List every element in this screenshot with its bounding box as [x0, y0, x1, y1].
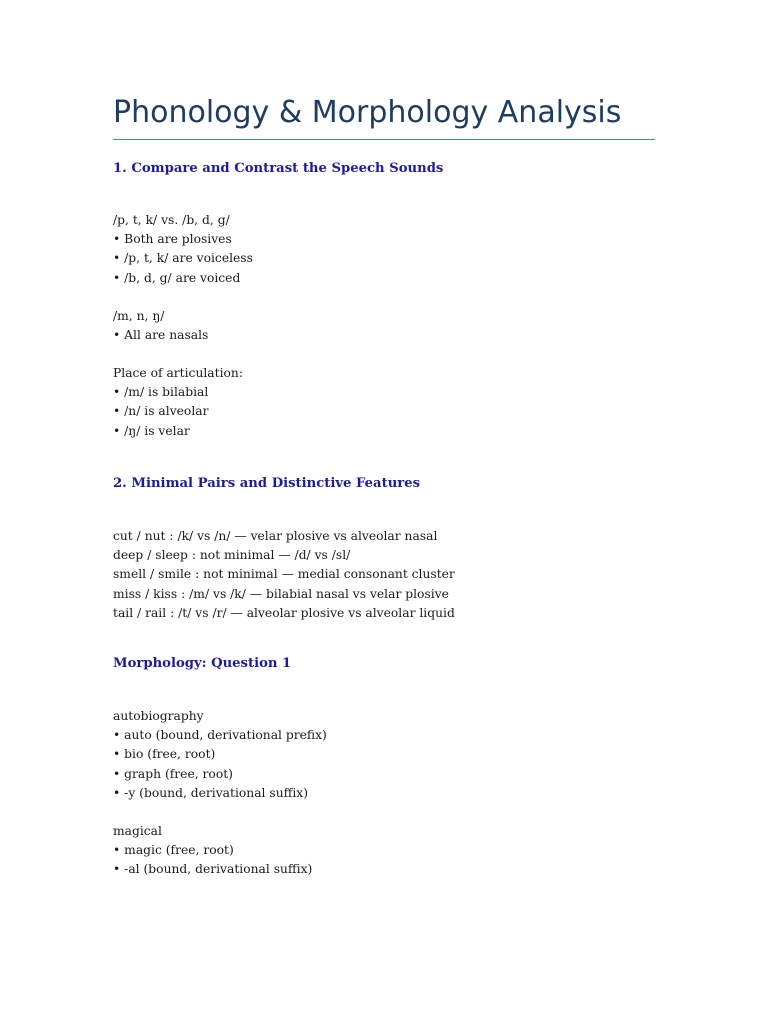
list-item: • /n/ is alveolar	[113, 404, 209, 419]
list-item: cut / nut : /k/ vs /n/ — velar plosive vs alveolar nasal	[113, 529, 438, 543]
list-item: • /ŋ/ is velar	[113, 423, 190, 438]
magical-group	[113, 822, 658, 880]
list-item: • Both are plosives	[113, 232, 232, 247]
list-item: • /p, t, k/ are voiceless	[113, 251, 253, 266]
section-heading-morphology: Morphology: Question 1	[113, 656, 292, 671]
section-heading-minimal-pairs: 2. Minimal Pairs and Distinctive Features	[113, 476, 421, 491]
plosives-group	[113, 211, 658, 288]
text-line: magical	[113, 824, 162, 838]
list-item: • graph (free, root)	[113, 766, 233, 781]
list-item: • All are nasals	[113, 328, 209, 343]
minimal-pairs-list	[113, 527, 658, 623]
list-item: • -y (bound, derivational suffix)	[113, 785, 309, 800]
text-line: /p, t, k/ vs. /b, d, g/	[113, 213, 230, 227]
autobiography-group	[113, 707, 658, 803]
nasals-group	[113, 307, 658, 345]
title-underline-rule	[113, 139, 655, 140]
list-item: • /m/ is bilabial	[113, 385, 209, 400]
text-line: /m, n, ŋ/	[113, 309, 165, 323]
list-item: • -al (bound, derivational suffix)	[113, 862, 313, 877]
list-item: deep / sleep : not minimal — /d/ vs /sl/	[113, 548, 351, 563]
list-item: miss / kiss : /m/ vs /k/ — bilabial nasal vs velar plosive	[113, 586, 449, 601]
text-line: autobiography	[113, 709, 204, 723]
list-item: • auto (bound, derivational prefix)	[113, 728, 327, 743]
section-heading-speech-sounds: 1. Compare and Contrast the Speech Sounds	[113, 161, 444, 176]
list-item: • bio (free, root)	[113, 747, 216, 762]
place-of-articulation-group	[113, 364, 658, 441]
list-item: smell / smile : not minimal — medial consonant cluster	[113, 567, 455, 582]
document-title: Phonology & Morphology Analysis	[113, 95, 622, 130]
list-item: tail / rail : /t/ vs /r/ — alveolar plosive vs alveolar liquid	[113, 605, 455, 620]
list-item: • /b, d, g/ are voiced	[113, 270, 241, 285]
text-line: Place of articulation:	[113, 366, 243, 380]
list-item: • magic (free, root)	[113, 843, 234, 858]
